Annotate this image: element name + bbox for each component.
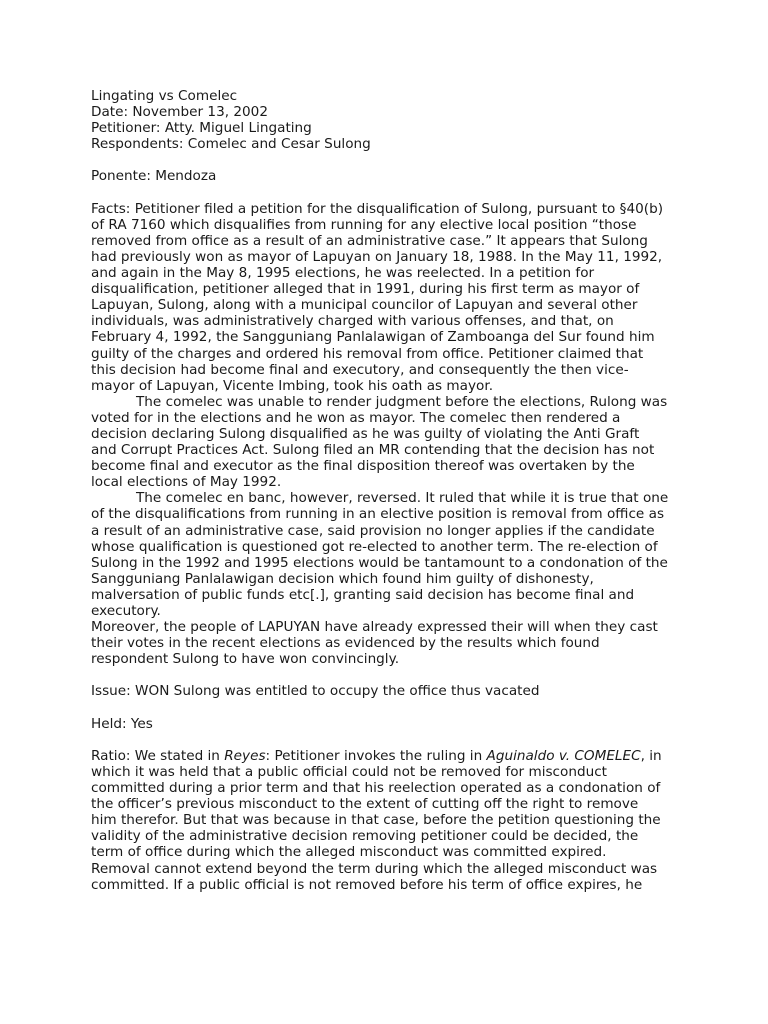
text-line: disqualification, petitioner alleged that in 1991, during his first term as mayor of (91, 281, 640, 298)
case-citation-reyes: Reyes (224, 747, 266, 764)
text-line: guilty of the charges and ordered his removal from office. Petitioner claimed that (91, 345, 644, 362)
case-citation-aguinaldo: Aguinaldo v. COMELEC (486, 747, 641, 764)
text-line: whose qualification is questioned got re-elected to another term. The re-election of (91, 538, 658, 555)
text-line: respondent Sulong to have won convincingly. (91, 651, 400, 668)
spacer (91, 667, 711, 683)
text-line: of the disqualifications from running in an elective position is removal from office as (91, 506, 665, 523)
ratio-paragraph (91, 748, 711, 893)
held-line: Held: Yes (91, 715, 153, 732)
spacer (91, 732, 711, 748)
spacer (91, 700, 711, 716)
facts-paragraph-4 (91, 619, 711, 667)
text-line: and again in the May 8, 1995 elections, he was reelected. In a petition for (91, 265, 595, 282)
document-body (91, 88, 711, 893)
text-line: Facts: Petitioner filed a petition for the disqualification of Sulong, pursuant to §40(b) (91, 200, 664, 217)
spacer (91, 185, 711, 201)
text-line: The comelec en banc, however, reversed. It ruled that while it is true that one (136, 490, 669, 507)
text-line: Moreover, the people of LAPUYAN have already expressed their will when they cast (91, 619, 658, 636)
facts-paragraph-2 (91, 394, 711, 491)
spacer (91, 152, 711, 168)
text-line: their votes in the recent elections as evidenced by the results which found (91, 635, 600, 652)
text-line: committed. If a public official is not removed before his term of office expires, he (91, 876, 643, 893)
case-date: Date: November 13, 2002 (91, 104, 268, 121)
text-line: a result of an administrative case, said provision no longer applies if the candidate (91, 522, 655, 539)
text-line: him therefor. But that was because in that case, before the petition questioning the (91, 812, 661, 829)
facts-paragraph-1 (91, 201, 711, 394)
text-line: the officer’s previous misconduct to the extent of cutting off the right to remove (91, 796, 639, 813)
text-line: local elections of May 1992. (91, 474, 282, 491)
case-title: Lingating vs Comelec (91, 88, 238, 104)
text-line: Sangguniang Panlalawigan decision which found him guilty of dishonesty, (91, 570, 594, 587)
text-line: decision declaring Sulong disqualified as he was guilty of violating the Anti Graft (91, 425, 640, 442)
text-line: Lapuyan, Sulong, along with a municipal councilor of Lapuyan and several other (91, 297, 638, 314)
text-line: had previously won as mayor of Lapuyan on January 18, 1988. In the May 11, 1992, (91, 248, 663, 265)
text-line: of RA 7160 which disqualifies from running for any elective local position “those (91, 216, 637, 233)
text-line: become final and executor as the final disposition thereof was overtaken by the (91, 458, 635, 475)
text-line: mayor of Lapuyan, Vicente Imbing, took his oath as mayor. (91, 377, 494, 394)
ratio-text: Ratio: We stated in (91, 747, 225, 764)
case-respondents: Respondents: Comelec and Cesar Sulong (91, 136, 371, 153)
ponente: Ponente: Mendoza (91, 168, 217, 185)
text-line: individuals, was administratively charged with various offenses, and that, on (91, 313, 614, 330)
ratio-text: , in (640, 747, 662, 764)
ratio-text: : Petitioner invokes the ruling in (265, 747, 487, 764)
text-line: this decision had become final and executory, and consequently the then vice- (91, 361, 629, 378)
text-line: removed from office as a result of an administrative case.” It appears that Sulong (91, 232, 648, 249)
text-line: Sulong in the 1992 and 1995 elections would be tantamount to a condonation of the (91, 554, 668, 571)
case-header (91, 88, 711, 152)
text-line: committed during a prior term and that his reelection operated as a condonation of (91, 780, 661, 797)
issue-line: Issue: WON Sulong was entitled to occupy the office thus vacated (91, 683, 540, 700)
text-line: and Corrupt Practices Act. Sulong filed an MR contending that the decision has not (91, 442, 655, 459)
case-petitioner: Petitioner: Atty. Miguel Lingating (91, 120, 312, 137)
text-line: February 4, 1992, the Sangguniang Panlalawigan of Zamboanga del Sur found him (91, 329, 655, 346)
text-line: Removal cannot extend beyond the term during which the alleged misconduct was (91, 860, 658, 877)
text-line: voted for in the elections and he won as mayor. The comelec then rendered a (91, 409, 621, 426)
text-line: The comelec was unable to render judgment before the elections, Rulong was (136, 393, 668, 410)
ratio-first-line (91, 748, 711, 764)
text-line: which it was held that a public official could not be removed for misconduct (91, 763, 608, 780)
text-line: malversation of public funds etc[.], granting said decision has become final and (91, 586, 635, 603)
text-line: term of office during which the alleged misconduct was committed expired. (91, 844, 607, 861)
facts-paragraph-3 (91, 490, 711, 619)
text-line: executory. (91, 603, 161, 619)
text-line: validity of the administrative decision removing petitioner could be decided, the (91, 828, 639, 845)
